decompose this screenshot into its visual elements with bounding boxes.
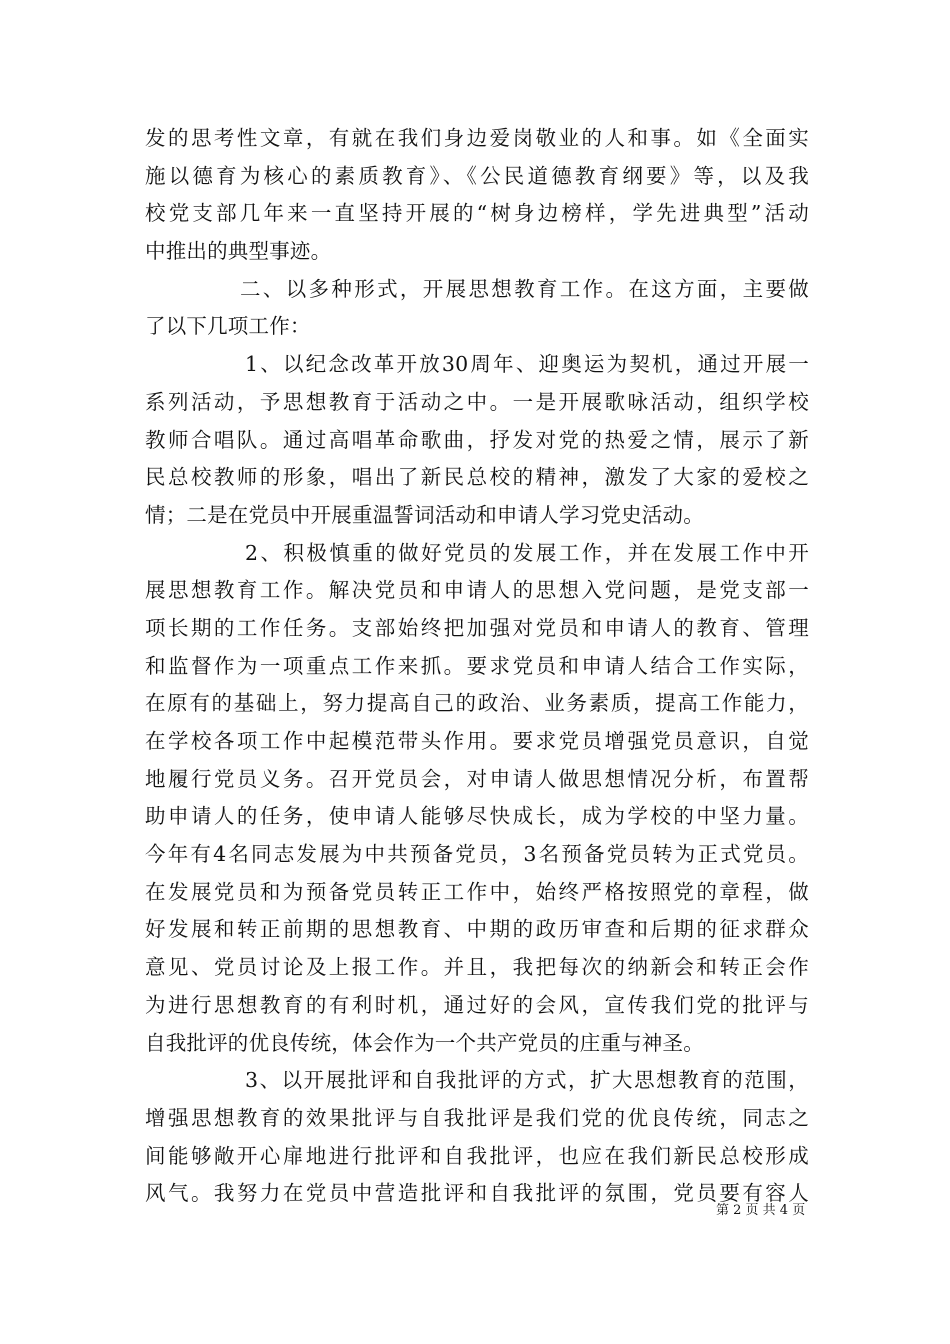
text-line: 项长期的工作任务。支部始终把加强对党员和申请人的教育、管理 bbox=[145, 615, 809, 640]
text-line: 为进行思想教育的有利时机，通过好的会风，宣传我们党的批评与 bbox=[145, 992, 809, 1017]
text-line: 民总校教师的形象，唱出了新民总校的精神，激发了大家的爱校之 bbox=[145, 465, 809, 490]
text-line: 在学校各项工作中起模范带头作用。要求党员增强党员意识，自觉 bbox=[145, 729, 809, 753]
text-line: 间能够敞开心扉地进行批评和自我批评，也应在我们新民总校形成 bbox=[145, 1143, 809, 1168]
text-line: 发的思考性文章，有就在我们身边爱岗敬业的人和事。如《全面实 bbox=[145, 126, 809, 150]
text-line: 1、以纪念改革开放30周年、迎奥运为契机，通过开展一 bbox=[245, 352, 809, 377]
text-line: 展思想教育工作。解决党员和申请人的思想入党问题，是党支部一 bbox=[145, 578, 809, 603]
text-line: 了以下几项工作： bbox=[145, 314, 311, 339]
text-line: 好发展和转正前期的思想教育、中期的政历审查和后期的征求群众 bbox=[145, 917, 809, 942]
text-line: 情；二是在党员中开展重温誓词活动和申请人学习党史活动。 bbox=[145, 502, 704, 527]
text-line: 施以德育为核心的素质教育》、《公民道德教育纲要》等，以及我 bbox=[145, 163, 809, 188]
text-line: 系列活动，予思想教育于活动之中。一是开展歌咏活动，组织学校 bbox=[145, 389, 809, 414]
text-line: 风气。我努力在党员中营造批评和自我批评的氛围，党员要有容人 bbox=[145, 1181, 809, 1206]
text-line: 和监督作为一项重点工作来抓。要求党员和申请人结合工作实际， bbox=[145, 653, 809, 678]
text-line: 中推出的典型事迹。 bbox=[145, 239, 332, 264]
text-line: 增强思想教育的效果批评与自我批评是我们党的优良传统，同志之 bbox=[145, 1105, 809, 1130]
text-line: 今年有4名同志发展为中共预备党员，3名预备党员转为正式党员。 bbox=[145, 842, 809, 867]
document-body bbox=[145, 120, 809, 1213]
text-line: 教师合唱队。通过高唱革命歌曲，抒发对党的热爱之情，展示了新 bbox=[145, 427, 809, 452]
text-line: 地履行党员义务。召开党员会，对申请人做思想情况分析，布置帮 bbox=[145, 766, 809, 791]
text-line: 校党支部几年来一直坚持开展的“树身边榜样，学先进典型”活动 bbox=[145, 201, 809, 226]
text-line: 在发展党员和为预备党员转正工作中，始终严格按照党的章程，做 bbox=[145, 879, 809, 904]
text-line: 在原有的基础上，努力提高自己的政治、业务素质，提高工作能力， bbox=[145, 691, 809, 716]
text-line: 助申请人的任务，使申请人能够尽快成长，成为学校的中坚力量。 bbox=[145, 804, 809, 829]
text-line: 二、以多种形式，开展思想教育工作。在这方面，主要做 bbox=[240, 276, 809, 301]
text-line: 2、积极慎重的做好党员的发展工作，并在发展工作中开 bbox=[245, 540, 809, 565]
text-line: 意见、党员讨论及上报工作。并且，我把每次的纳新会和转正会作 bbox=[145, 955, 809, 980]
text-line: 自我批评的优良传统，体会作为一个共产党员的庄重与神圣。 bbox=[145, 1030, 704, 1055]
page-number: 第 2 页 共 4 页 bbox=[716, 1203, 806, 1218]
text-line: 3、以开展批评和自我批评的方式，扩大思想教育的范围， bbox=[245, 1068, 809, 1093]
